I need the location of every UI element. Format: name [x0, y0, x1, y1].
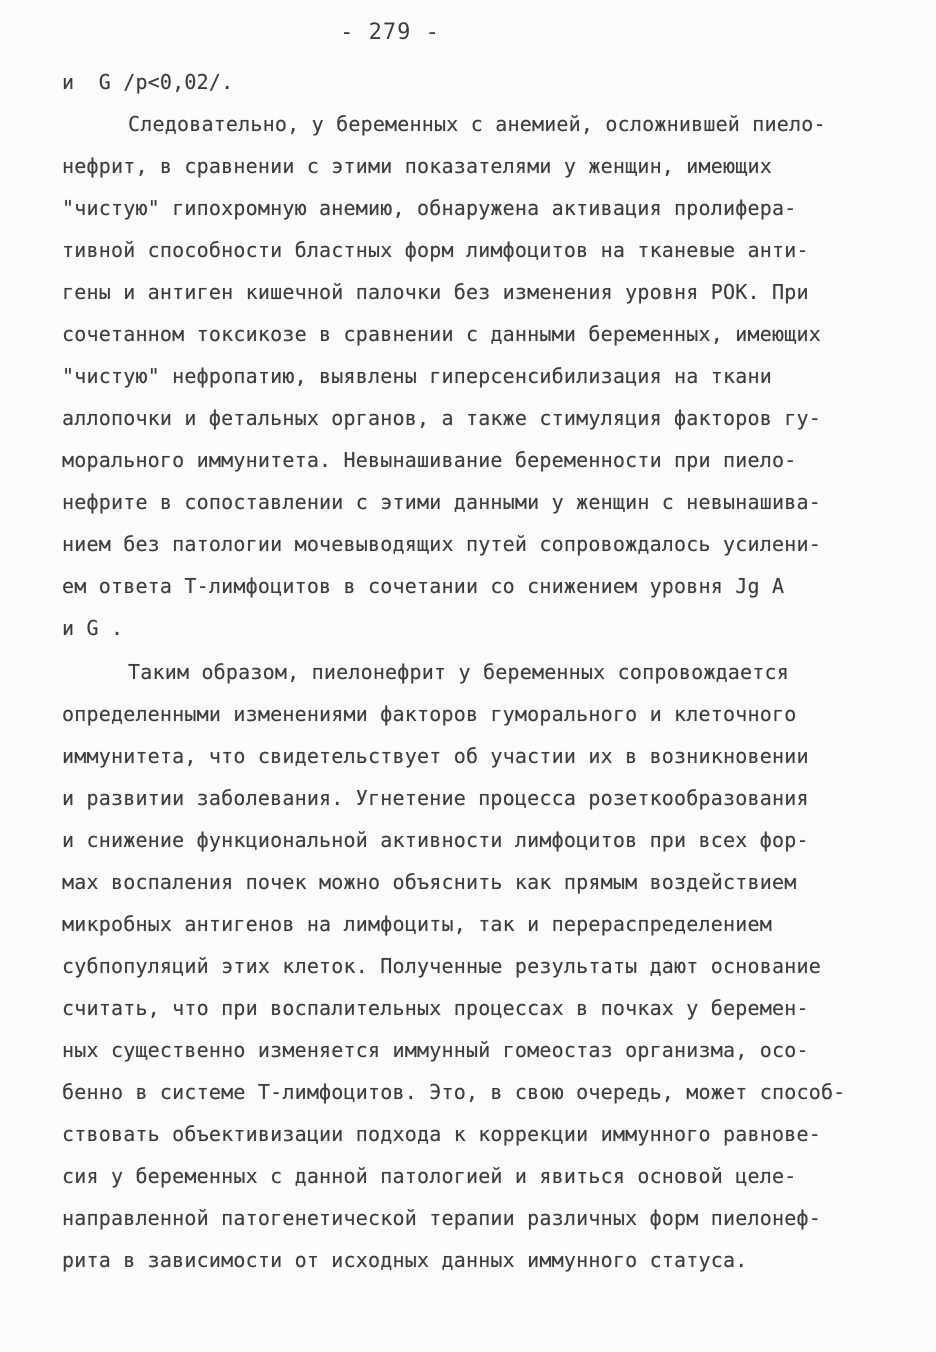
page-number: - 279 -: [340, 20, 440, 45]
text-line: микробных антигенов на лимфоциты, так и перераспределением: [62, 912, 772, 936]
text-line: и снижение функциональной активности лимфоцитов при всех фор-: [62, 828, 809, 852]
paragraph-start-line: Следовательно, у беременных с анемией, осложнившей пиело-: [128, 112, 826, 136]
text-line: аллопочки и фетальных органов, а также стимуляция факторов гу-: [62, 406, 821, 430]
text-line: ных существенно изменяется иммунный гомеостаз организма, осо-: [62, 1038, 809, 1062]
text-line: и G .: [62, 616, 124, 640]
text-line: морального иммунитета. Невынашивание беременности при пиело-: [62, 448, 797, 472]
text-line: сия у беременных с данной патологией и явиться основой целе-: [62, 1164, 797, 1188]
text-line: субпопуляций этих клеток. Полученные результаты дают основание: [62, 954, 821, 978]
text-line: нефрит, в сравнении с этими показателями у женщин, имеющих: [62, 154, 772, 178]
text-line: бенно в системе Т-лимфоцитов. Это, в свою очередь, может способ-: [62, 1080, 846, 1104]
text-line: ствовать объективизации подхода к коррекции иммунного равнове-: [62, 1122, 821, 1146]
text-line: и G /р<0,02/.: [62, 70, 234, 94]
text-line: рита в зависимости от исходных данных иммунного статуса.: [62, 1248, 748, 1272]
text-line: и развитии заболевания. Угнетение процесса розеткообразования: [62, 786, 809, 810]
text-line: гены и антиген кишечной палочки без изменения уровня РОК. При: [62, 280, 809, 304]
text-line: мах воспаления почек можно объяснить как прямым воздействием: [62, 870, 797, 894]
text-line: "чистую" гипохромную анемию, обнаружена активация пролифера-: [62, 196, 797, 220]
text-line: иммунитета, что свидетельствует об участии их в возникновении: [62, 744, 809, 768]
paragraph-start-line: Таким образом, пиелонефрит у беременных сопровождается: [128, 660, 790, 684]
text-line: определенными изменениями факторов гуморального и клеточного: [62, 702, 797, 726]
text-line: нефрите в сопоставлении с этими данными у женщин с невынашива-: [62, 490, 821, 514]
text-line: сочетанном токсикозе в сравнении с данными беременных, имеющих: [62, 322, 821, 346]
text-line: считать, что при воспалительных процессах в почках у беремен-: [62, 996, 809, 1020]
text-line: "чистую" нефропатию, выявлены гиперсенсибилизация на ткани: [62, 364, 772, 388]
text-line: нием без патологии мочевыводящих путей сопровождалось усилени-: [62, 532, 821, 556]
text-line: ем ответа Т-лимфоцитов в сочетании со снижением уровня Jg A: [62, 574, 785, 598]
text-line: направленной патогенетической терапии различных форм пиелонеф-: [62, 1206, 821, 1230]
text-line: тивной способности бластных форм лимфоцитов на тканевые анти-: [62, 238, 809, 262]
